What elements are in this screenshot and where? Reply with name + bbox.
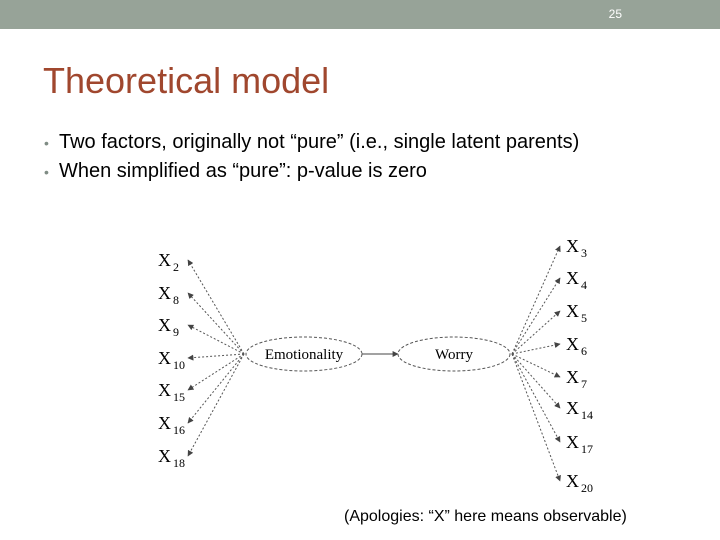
indicator-subscript: 9 (173, 325, 179, 339)
indicator-x20 (566, 471, 593, 495)
indicator-subscript: 4 (581, 278, 587, 292)
edge-to-x16 (188, 354, 244, 423)
edges-group (188, 246, 560, 481)
indicator-x8 (158, 283, 179, 307)
edge-to-x17 (512, 354, 560, 442)
indicator-letter: X (566, 236, 579, 256)
indicator-x14 (566, 398, 593, 422)
indicator-subscript: 2 (173, 260, 179, 274)
indicator-x3 (566, 236, 587, 260)
indicator-letter: X (158, 348, 171, 368)
indicator-x2 (158, 250, 179, 274)
indicator-subscript: 3 (581, 246, 587, 260)
indicator-x5 (566, 301, 587, 325)
indicator-letter: X (566, 471, 579, 491)
edge-to-x15 (188, 354, 244, 390)
indicator-letter: X (566, 432, 579, 452)
slide-title: Theoretical model (43, 60, 330, 101)
indicator-subscript: 14 (581, 408, 593, 422)
indicator-subscript: 6 (581, 344, 587, 358)
bullet-text: When simplified as “pure”: p-value is zero (59, 160, 427, 182)
latent-label-worry: Worry (435, 347, 473, 363)
labels-group (158, 236, 593, 495)
indicator-letter: X (158, 283, 171, 303)
indicator-letter: X (158, 315, 171, 335)
indicator-x16 (158, 413, 185, 437)
edge-to-x3 (512, 246, 560, 354)
indicator-letter: X (158, 380, 171, 400)
indicator-x17 (566, 432, 593, 456)
caption: (Apologies: “X” here means observable) (344, 508, 627, 525)
edge-to-x14 (512, 354, 560, 408)
indicator-subscript: 18 (173, 456, 185, 470)
indicator-x9 (158, 315, 179, 339)
bullet-icon: • (44, 164, 49, 180)
indicator-subscript: 17 (581, 442, 593, 456)
edge-to-x2 (188, 260, 244, 354)
indicator-letter: X (566, 334, 579, 354)
edge-to-x6 (512, 344, 560, 354)
indicator-subscript: 15 (173, 390, 185, 404)
indicator-x10 (158, 348, 185, 372)
edge-to-x8 (188, 293, 244, 354)
bullet-icon: • (44, 135, 49, 151)
indicator-subscript: 7 (581, 377, 587, 391)
indicator-letter: X (158, 250, 171, 270)
edge-to-x10 (188, 354, 244, 358)
indicator-x15 (158, 380, 185, 404)
indicator-letter: X (566, 367, 579, 387)
indicator-x4 (566, 268, 587, 292)
indicator-letter: X (158, 446, 171, 466)
indicator-letter: X (158, 413, 171, 433)
slide-number: 25 (608, 7, 622, 21)
indicator-x6 (566, 334, 587, 358)
indicator-x7 (566, 367, 587, 391)
indicator-subscript: 20 (581, 481, 593, 495)
bullet-text: Two factors, originally not “pure” (i.e., single latent parents) (59, 131, 580, 153)
indicator-letter: X (566, 398, 579, 418)
indicator-x18 (158, 446, 185, 470)
indicator-subscript: 10 (173, 358, 185, 372)
edge-to-x18 (188, 354, 244, 456)
latent-label-emotionality: Emotionality (264, 347, 344, 363)
edge-to-x4 (512, 278, 560, 354)
indicator-letter: X (566, 301, 579, 321)
indicator-subscript: 8 (173, 293, 179, 307)
indicator-subscript: 5 (581, 311, 587, 325)
edge-to-x5 (512, 311, 560, 354)
indicator-letter: X (566, 268, 579, 288)
indicator-subscript: 16 (173, 423, 185, 437)
